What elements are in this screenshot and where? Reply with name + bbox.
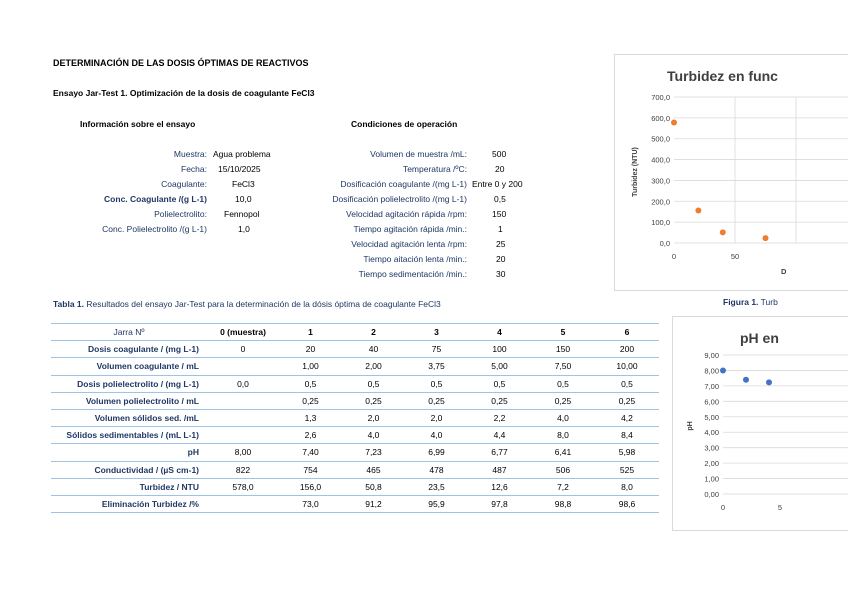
table-cell: 23,5 — [405, 478, 468, 495]
table-cell: 7,2 — [531, 478, 595, 495]
table-header-row — [51, 324, 659, 341]
table-cell: 487 — [468, 461, 531, 478]
condition-label: Velocidad agitación rápida /rpm: — [346, 209, 467, 219]
data-point — [743, 377, 749, 383]
table-row — [51, 495, 659, 512]
row-label: Volumen sólidos sed. /mL — [51, 409, 207, 426]
condition-label: Velocidad agitación lenta /rpm: — [351, 239, 467, 249]
y-tick-label: 0,0 — [659, 239, 670, 248]
row-label: Turbidez / NTU — [51, 478, 207, 495]
table-cell: 20 — [279, 341, 342, 358]
info-label: Conc. Polielectrolito /(g L-1) — [102, 224, 207, 234]
table-row — [51, 427, 659, 444]
chart-title: pH en — [740, 330, 779, 346]
turbidity-chart-panel — [614, 54, 848, 291]
condition-value: 500 — [492, 149, 507, 159]
table-cell: 8,0 — [531, 427, 595, 444]
condition-label: Dosificación polielectrolito /(mg L-1) — [332, 194, 467, 204]
y-tick-label: 100,0 — [651, 218, 670, 228]
table-cell: 5,00 — [468, 358, 531, 375]
table-cell: 754 — [279, 461, 342, 478]
table-cell: 3,75 — [405, 358, 468, 375]
info-value: 15/10/2025 — [218, 164, 261, 174]
condition-label: Temperatura /ºC: — [402, 164, 467, 174]
table-header-cell: Jarra Nº — [51, 324, 207, 341]
table-row — [51, 341, 659, 358]
table-cell: 8,0 — [595, 478, 659, 495]
table-cell: 0,25 — [405, 392, 468, 409]
table-cell: 478 — [405, 461, 468, 478]
table-row — [51, 461, 659, 478]
conditions-heading: Condiciones de operación — [351, 119, 458, 129]
figure-caption — [723, 297, 778, 307]
table-header-cell: 1 — [279, 324, 342, 341]
table-cell: 822 — [207, 461, 279, 478]
table-cell: 97,8 — [468, 495, 531, 512]
info-value: FeCl3 — [232, 179, 255, 189]
y-tick-label: 2,00 — [704, 459, 719, 469]
table-cell: 7,50 — [531, 358, 595, 375]
table-cell — [207, 495, 279, 512]
x-tick-label: 0 — [671, 252, 677, 261]
row-label: Volumen polielectrolito / mL — [51, 392, 207, 409]
table-cell: 4,2 — [595, 409, 659, 426]
row-label: Conductividad / (µS cm-1) — [51, 461, 207, 478]
table-cell: 75 — [405, 341, 468, 358]
table-header-cell: 4 — [468, 324, 531, 341]
table-cell: 0 — [207, 341, 279, 358]
table-cell: 73,0 — [279, 495, 342, 512]
y-tick-label: 0,00 — [704, 490, 719, 499]
table-cell: 5,98 — [595, 444, 659, 461]
table-row — [51, 444, 659, 461]
table-header-cell: 0 (muestra) — [207, 324, 279, 341]
condition-label: Tiempo sedimentación /min.: — [358, 269, 467, 279]
condition-value: 30 — [496, 269, 506, 279]
turbidity-chart — [615, 55, 848, 290]
table-cell: 0,25 — [595, 392, 659, 409]
results-table — [51, 323, 659, 513]
data-point — [720, 229, 726, 235]
table-cell: 506 — [531, 461, 595, 478]
page-subtitle: Ensayo Jar-Test 1. Optimización de la dosis de coagulante FeCl3 — [53, 88, 315, 98]
table-cell: 2,0 — [405, 409, 468, 426]
y-tick-label: 700,0 — [651, 93, 670, 102]
figure-caption-text: Turb — [758, 297, 778, 307]
ph-chart-panel — [672, 316, 848, 531]
condition-value: 1 — [498, 224, 503, 234]
ph-chart — [673, 317, 848, 530]
table-cell: 4,0 — [342, 427, 405, 444]
table-cell: 0,5 — [342, 375, 405, 392]
table-row — [51, 375, 659, 392]
info-label: Polielectrolito: — [154, 209, 207, 219]
table-cell: 7,40 — [279, 444, 342, 461]
row-label: Eliminación Turbidez /% — [51, 495, 207, 512]
table-cell — [207, 427, 279, 444]
table-cell: 156,0 — [279, 478, 342, 495]
table-cell: 0,5 — [531, 375, 595, 392]
table-cell: 2,0 — [342, 409, 405, 426]
y-axis-label: pH — [687, 421, 694, 431]
table-cell: 4,0 — [405, 427, 468, 444]
condition-label: Tiempo agitación rápida /min.: — [353, 224, 467, 234]
table-cell: 2,2 — [468, 409, 531, 426]
info-value: Fennopol — [224, 209, 260, 219]
table-cell: 4,4 — [468, 427, 531, 444]
table-cell: 0,5 — [595, 375, 659, 392]
y-tick-label: 300,0 — [651, 176, 670, 186]
table-header-cell: 3 — [405, 324, 468, 341]
table-cell — [207, 358, 279, 375]
table-cell: 0,5 — [405, 375, 468, 392]
table-cell: 0,5 — [279, 375, 342, 392]
condition-value: 20 — [496, 254, 506, 264]
data-point — [695, 207, 701, 213]
info-value: Agua problema — [213, 149, 271, 159]
table-cell: 7,23 — [342, 444, 405, 461]
x-axis-label: D — [781, 267, 787, 276]
table-caption-text: Resultados del ensayo Jar-Test para la determinación de la dósis óptima de coagulante FeCl3 — [84, 299, 441, 309]
table-cell: 525 — [595, 461, 659, 478]
x-tick-label: 50 — [730, 252, 740, 261]
table-cell: 8,00 — [207, 444, 279, 461]
table-row — [51, 392, 659, 409]
table-row — [51, 358, 659, 375]
data-point — [766, 379, 772, 385]
table-cell: 50,8 — [342, 478, 405, 495]
data-point — [763, 235, 769, 241]
table-cell: 4,0 — [531, 409, 595, 426]
row-label: pH — [51, 444, 207, 461]
table-cell — [207, 392, 279, 409]
y-tick-label: 200,0 — [651, 197, 670, 207]
x-tick-label: 5 — [777, 503, 783, 512]
row-label: Volumen coagulante / mL — [51, 358, 207, 375]
table-cell: 0,0 — [207, 375, 279, 392]
y-tick-label: 9,00 — [704, 351, 719, 360]
table-header-cell: 2 — [342, 324, 405, 341]
table-cell: 0,25 — [342, 392, 405, 409]
table-caption — [53, 299, 441, 309]
row-label: Dosis polielectrolito / (mg L-1) — [51, 375, 207, 392]
table-cell: 578,0 — [207, 478, 279, 495]
y-tick-label: 8,00 — [704, 366, 719, 376]
table-cell: 465 — [342, 461, 405, 478]
table-row — [51, 409, 659, 426]
table-cell: 6,41 — [531, 444, 595, 461]
x-tick-label: 0 — [720, 503, 726, 512]
data-point — [671, 119, 677, 125]
condition-label: Volumen de muestra /mL: — [370, 149, 467, 159]
table-cell: 98,8 — [531, 495, 595, 512]
y-tick-label: 3,00 — [704, 443, 719, 453]
info-label: Conc. Coagulante /(g L-1) — [104, 194, 207, 204]
y-tick-label: 5,00 — [704, 412, 719, 422]
condition-value: 150 — [492, 209, 507, 219]
y-tick-label: 1,00 — [704, 474, 719, 484]
table-cell: 10,00 — [595, 358, 659, 375]
table-cell: 95,9 — [405, 495, 468, 512]
info-heading: Información sobre el ensayo — [80, 119, 196, 129]
info-value: 10,0 — [235, 194, 252, 204]
table-cell: 40 — [342, 341, 405, 358]
condition-value: 25 — [496, 239, 506, 249]
table-cell: 91,2 — [342, 495, 405, 512]
y-axis-label: Turbidez (NTU) — [632, 147, 639, 197]
table-cell: 100 — [468, 341, 531, 358]
table-cell: 150 — [531, 341, 595, 358]
table-cell — [207, 409, 279, 426]
y-tick-label: 6,00 — [704, 397, 719, 407]
table-cell: 98,6 — [595, 495, 659, 512]
condition-label: Tiempo aitación lenta /min.: — [363, 254, 467, 264]
table-cell: 8,4 — [595, 427, 659, 444]
table-cell: 200 — [595, 341, 659, 358]
info-label: Fecha: — [181, 164, 207, 174]
table-cell: 0,25 — [279, 392, 342, 409]
table-cell: 0,25 — [531, 392, 595, 409]
chart-title: Turbidez en func — [667, 68, 778, 84]
table-cell: 0,25 — [468, 392, 531, 409]
page-title: DETERMINACIÓN DE LAS DOSIS ÓPTIMAS DE REACTIVOS — [53, 58, 309, 68]
y-tick-label: 400,0 — [651, 155, 670, 165]
table-row — [51, 478, 659, 495]
data-point — [720, 367, 726, 373]
y-tick-label: 7,00 — [704, 381, 719, 391]
table-cell: 2,6 — [279, 427, 342, 444]
condition-value: Entre 0 y 200 — [472, 179, 523, 189]
table-cell: 2,00 — [342, 358, 405, 375]
info-label: Muestra: — [173, 149, 207, 159]
condition-value: 20 — [495, 164, 505, 174]
table-header-cell: 5 — [531, 324, 595, 341]
table-cell: 12,6 — [468, 478, 531, 495]
y-tick-label: 4,00 — [704, 428, 719, 438]
table-cell: 6,77 — [468, 444, 531, 461]
info-value: 1,0 — [238, 224, 250, 234]
table-cell: 1,3 — [279, 409, 342, 426]
table-header-cell: 6 — [595, 324, 659, 341]
table-cell: 1,00 — [279, 358, 342, 375]
info-label: Coagulante: — [161, 179, 207, 189]
table-cell: 6,99 — [405, 444, 468, 461]
figure-caption-label: Figura 1. — [723, 297, 759, 307]
row-label: Dosis coagulante / (mg L-1) — [51, 341, 207, 358]
y-tick-label: 600,0 — [651, 113, 670, 123]
condition-label: Dosificación coagulante /(mg L-1) — [340, 179, 467, 189]
table-caption-label: Tabla 1. — [53, 299, 85, 309]
condition-value: 0,5 — [494, 194, 506, 204]
y-tick-label: 500,0 — [651, 134, 670, 144]
table-cell: 0,5 — [468, 375, 531, 392]
row-label: Sólidos sedimentables / (mL L-1) — [51, 427, 207, 444]
